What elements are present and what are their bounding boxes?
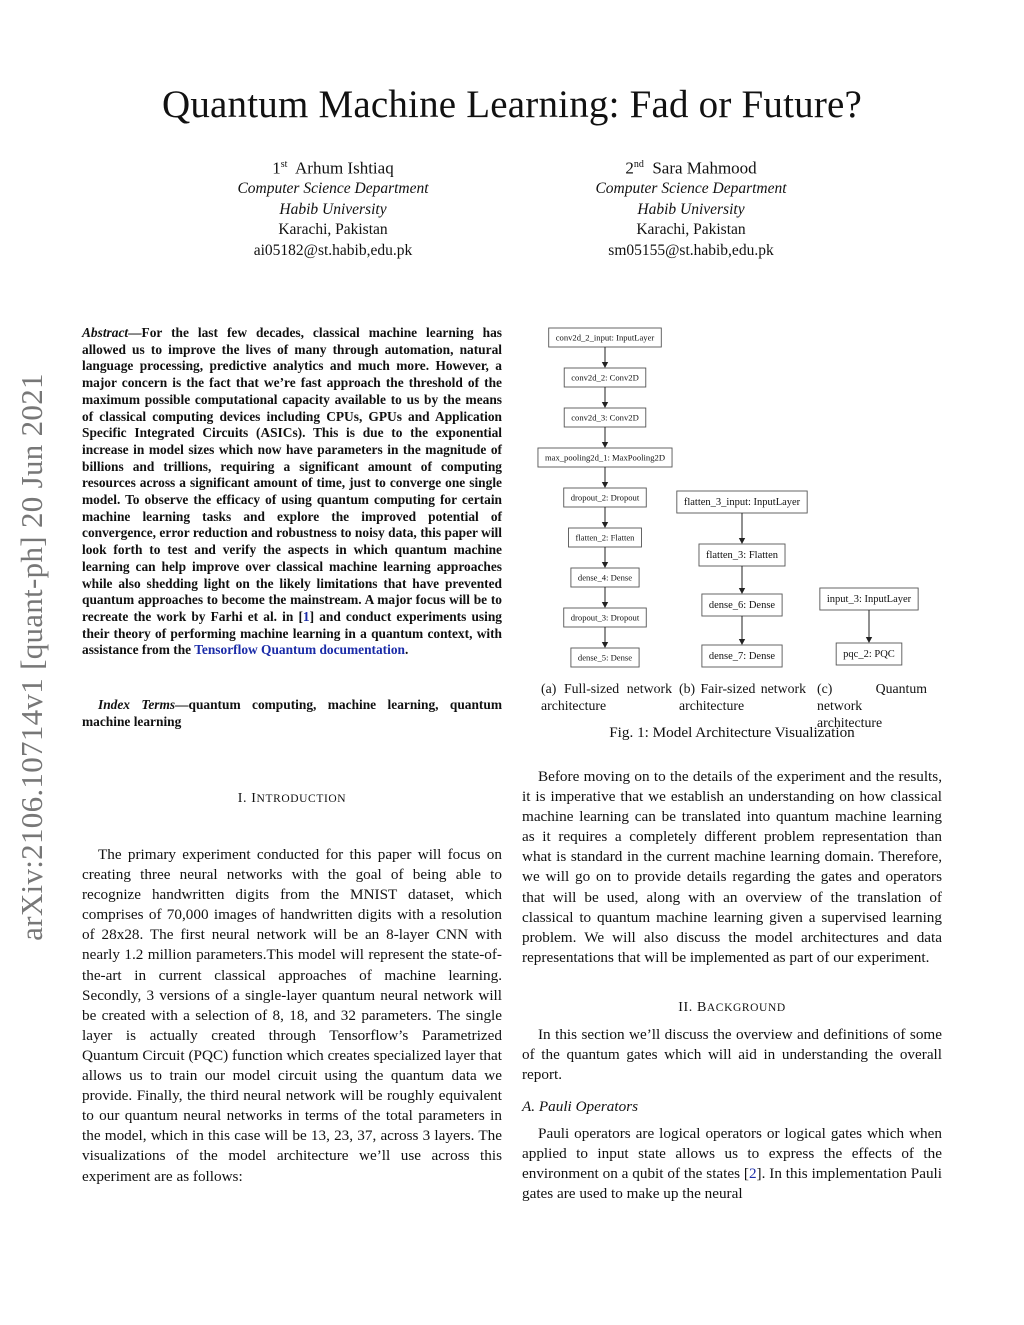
network-c-label: pqc_2: PQC bbox=[843, 649, 895, 661]
subcaption-b: (b) Fair-sized network architecture bbox=[679, 681, 806, 713]
author-location-2: Karachi, Pakistan bbox=[636, 221, 746, 239]
network-b-label: dense_7: Dense bbox=[708, 651, 776, 663]
network-a-label: dense_5: Dense bbox=[577, 652, 633, 663]
author-location-1: Karachi, Pakistan bbox=[278, 221, 388, 239]
network-b-arrowhead bbox=[739, 639, 745, 645]
network-a-arrowhead bbox=[602, 482, 608, 488]
network-a-arrowhead bbox=[602, 642, 608, 648]
network-a-label: conv2d_3: Conv2D bbox=[571, 412, 639, 423]
network-b-label: dense_6: Dense bbox=[708, 600, 776, 612]
author-block-2 bbox=[526, 155, 856, 261]
citation-link-2[interactable]: 2 bbox=[748, 1165, 757, 1183]
subcaption-a: (a) Full-sized network architecture bbox=[541, 681, 672, 713]
network-b-arrowhead bbox=[739, 538, 745, 544]
introduction-paragraph: The primary experiment conducted for this paper will focus on creating three neural networks with the goal of being able to recognize handwritten digits from the MNIST dataset, which comprises of 70,000 images of handwritten digits with a resolution of 28x28. The first neural network will be an 8-layer CNN with nearly 1.2 million parameters.This model will represent the state-of-the-art in current classical approaches of machine learning. Secondly, 3 versions of a single-layer quantum neural network will be created with a selection of 8, 18, and 32 parameters. The single layer is actually created through Tensorflow’s Parametrized Quantum Circuit (PQC) function which creates specialized layer that allows us to train our model circuit using the quantum data we provide. Finally, the third neural network will be roughly equivalent to our quantum neural networks in terms of the total parameters in the model, which in this case will be 13, 23, 37, across 3 layers. The visualizations of the model architecture we’ll use across this experiment are as follows: bbox=[82, 846, 502, 1185]
section-heading-introduction: I. INTRODUCTION bbox=[237, 791, 347, 806]
network-a-arrowhead bbox=[602, 602, 608, 608]
network-a-arrowhead bbox=[602, 562, 608, 568]
network-a-label: flatten_2: Flatten bbox=[575, 532, 635, 543]
author-university-1: Habib University bbox=[279, 200, 387, 218]
network-a-label: conv2d_2_input: InputLayer bbox=[555, 332, 655, 343]
citation-link-1[interactable]: 1 bbox=[302, 608, 310, 624]
arxiv-sidebar bbox=[10, 352, 54, 962]
index-terms: Index Terms—quantum computing, machine learning, quantum machine learning bbox=[82, 697, 502, 729]
author-name-2: 2nd Sara Mahmood bbox=[625, 158, 757, 178]
network-a-arrowhead bbox=[602, 362, 608, 368]
subsection-heading-pauli: A. Pauli Operators bbox=[522, 1098, 639, 1115]
network-a-arrowhead bbox=[602, 402, 608, 408]
network-a-arrowhead bbox=[602, 522, 608, 528]
network-b-label: flatten_3: Flatten bbox=[705, 550, 779, 562]
author-email-1: ai05182@st.habib,edu.pk bbox=[253, 241, 413, 259]
background-paragraph: In this section we’ll discuss the overview and definitions of some of the quantum gates which will aid in understanding the overall report. bbox=[522, 1026, 942, 1084]
architecture-diagrams bbox=[522, 318, 942, 678]
network-a-label: conv2d_2: Conv2D bbox=[571, 372, 639, 383]
network-a-label: dropout_3: Dropout bbox=[570, 612, 640, 623]
network-b-label: flatten_3_input: InputLayer bbox=[683, 497, 801, 509]
network-a-label: dropout_2: Dropout bbox=[570, 492, 640, 503]
author-name-1: 1st Arhum Ishtiaq bbox=[272, 158, 394, 178]
abstract: Abstract—For the last few decades, classical machine learning has allowed us to improve the lives of many through automation, natural language processing, predictive analytics and much more. However, a major concern is the fact that we’re fast approach the threshold of the maximum possible computational capacity available to us by the means of classical computing devices including CPUs, GPUs and Application Specific Integrated Circuits (ASICs). This is due to the exponential increase in model sizes which now have parameters in the magnitude of billions and trillions, requiring a significant amount of computing resources across a significant amount of time, just to converge one single model. To observe the efficacy of using quantum computing for certain machine learning tasks and explore the improved potential of convergence, error reduction and robustness to noisy data, this paper will look forth to test and verify the aspects in which quantum machine learning can help improve over classical machine learning approaches while also shedding light on the likely limitations that have prevented quantum approaches to become the mainstream. A major focus will be to recreate the work by Farhi et al. in [1] and conduct experiments using their theory of performing machine learning in a quantum context, with assistance from the Tensorflow Quantum documentation. bbox=[82, 325, 502, 658]
network-c-label: input_3: InputLayer bbox=[826, 594, 912, 606]
arxiv-identifier: arXiv:2106.10714v1 [quant-ph] 20 Jun 2021 bbox=[14, 373, 49, 941]
network-a-label: max_pooling2d_1: MaxPooling2D bbox=[544, 452, 666, 463]
author-department-2: Computer Science Department bbox=[595, 180, 787, 198]
subcaption-c: (c) Quantum network architecture bbox=[817, 681, 927, 730]
network-a-arrowhead bbox=[602, 442, 608, 448]
paper-title: Quantum Machine Learning: Fad or Future? bbox=[161, 83, 863, 126]
author-block-1 bbox=[168, 155, 498, 261]
author-department-1: Computer Science Department bbox=[237, 180, 429, 198]
author-university-2: Habib University bbox=[637, 200, 745, 218]
network-c-arrowhead bbox=[866, 637, 872, 643]
section-heading-background: II. BACKGROUND bbox=[678, 1000, 786, 1015]
figure-caption: Fig. 1: Model Architecture Visualization bbox=[609, 724, 855, 741]
network-a-label: dense_4: Dense bbox=[577, 572, 633, 583]
tensorflow-quantum-link[interactable]: Tensorflow Quantum documentation bbox=[194, 642, 406, 658]
network-b-arrowhead bbox=[739, 588, 745, 594]
background-intro-paragraph: Before moving on to the details of the experiment and the results, it is imperative that we establish an understanding on how classical machine learning can be translated into quantum machine learning as it requires a completely different problem representation than what is standard in the current machine learning domain. Therefore, we will go on to provide details regarding the gates and operators that will be used, along with an overview of the translation of classical to quantum machine learning given a supervised learning problem. We will also discuss the model architectures and data representations that will be implemented as part of our experiment. bbox=[522, 768, 942, 966]
pauli-paragraph: Pauli operators are logical operators or logical gates which when applied to input state allows us to express the effects of the environment on a qubit of the states [2]. In this implementation Pauli gates are used to make up the neural bbox=[522, 1125, 942, 1203]
author-email-2: sm05155@st.habib,edu.pk bbox=[608, 241, 774, 259]
